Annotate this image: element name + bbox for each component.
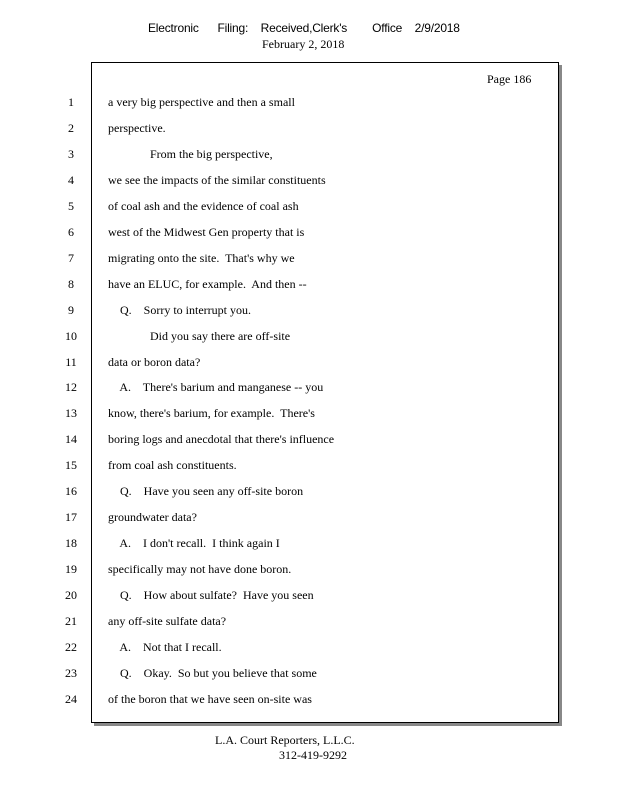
line-number: 9 xyxy=(68,303,74,317)
line-number: 16 xyxy=(65,484,77,498)
line-number: 19 xyxy=(65,562,77,576)
line-text: we see the impacts of the similar constituents xyxy=(108,173,326,187)
line-number: 7 xyxy=(68,251,74,265)
line-number: 5 xyxy=(68,199,74,213)
line-number: 2 xyxy=(68,121,74,135)
line-text: from coal ash constituents. xyxy=(108,458,237,472)
line-number: 12 xyxy=(65,380,77,394)
line-number: 17 xyxy=(65,510,77,524)
line-text: specifically may not have done boron. xyxy=(108,562,292,576)
line-text: boring logs and anecdotal that there's influence xyxy=(108,432,335,446)
line-text: of the boron that we have seen on-site was xyxy=(108,692,312,706)
line-text: Q. Sorry to interrupt you. xyxy=(108,303,251,317)
line-number: 1 xyxy=(68,95,74,109)
page-number: Page 186 xyxy=(487,72,532,86)
line-number: 4 xyxy=(68,173,74,187)
line-text: A. I don't recall. I think again I xyxy=(108,536,280,550)
line-text: groundwater data? xyxy=(108,510,197,524)
line-text: migrating onto the site. That's why we xyxy=(108,251,295,265)
filing-stamp: Electronic Filing: Received,Clerk's Office 2/9/2018 xyxy=(148,21,460,35)
line-text: Q. Have you seen any off-site boron xyxy=(108,484,304,498)
line-number: 10 xyxy=(65,329,77,343)
line-number: 13 xyxy=(65,406,77,420)
line-number: 24 xyxy=(65,692,77,706)
line-number: 14 xyxy=(65,432,77,446)
line-text: A. Not that I recall. xyxy=(108,640,222,654)
filing-date: February 2, 2018 xyxy=(262,37,345,51)
line-text: From the big perspective, xyxy=(108,147,273,161)
footer-company: L.A. Court Reporters, L.L.C. xyxy=(215,733,355,747)
line-text: A. There's barium and manganese -- you xyxy=(108,380,324,394)
footer-phone: 312-419-9292 xyxy=(279,748,347,762)
line-number: 20 xyxy=(65,588,77,602)
line-text: Q. How about sulfate? Have you seen xyxy=(108,588,314,602)
line-number: 21 xyxy=(65,614,77,628)
line-number: 6 xyxy=(68,225,74,239)
line-text: Q. Okay. So but you believe that some xyxy=(108,666,317,680)
line-text: west of the Midwest Gen property that is xyxy=(108,225,305,239)
line-text: Did you say there are off-site xyxy=(108,329,291,343)
line-text: of coal ash and the evidence of coal ash xyxy=(108,199,299,213)
line-number: 15 xyxy=(65,458,77,472)
line-number: 3 xyxy=(68,147,74,161)
line-text: any off-site sulfate data? xyxy=(108,614,227,628)
line-text: a very big perspective and then a small xyxy=(108,95,295,109)
line-number: 11 xyxy=(65,355,77,369)
line-text: have an ELUC, for example. And then -- xyxy=(108,277,307,291)
line-number: 23 xyxy=(65,666,77,680)
line-text: know, there's barium, for example. There's xyxy=(108,406,315,420)
line-number: 18 xyxy=(65,536,77,550)
line-text: data or boron data? xyxy=(108,355,201,369)
line-number: 8 xyxy=(68,277,74,291)
line-text: perspective. xyxy=(108,121,166,135)
line-number: 22 xyxy=(65,640,77,654)
